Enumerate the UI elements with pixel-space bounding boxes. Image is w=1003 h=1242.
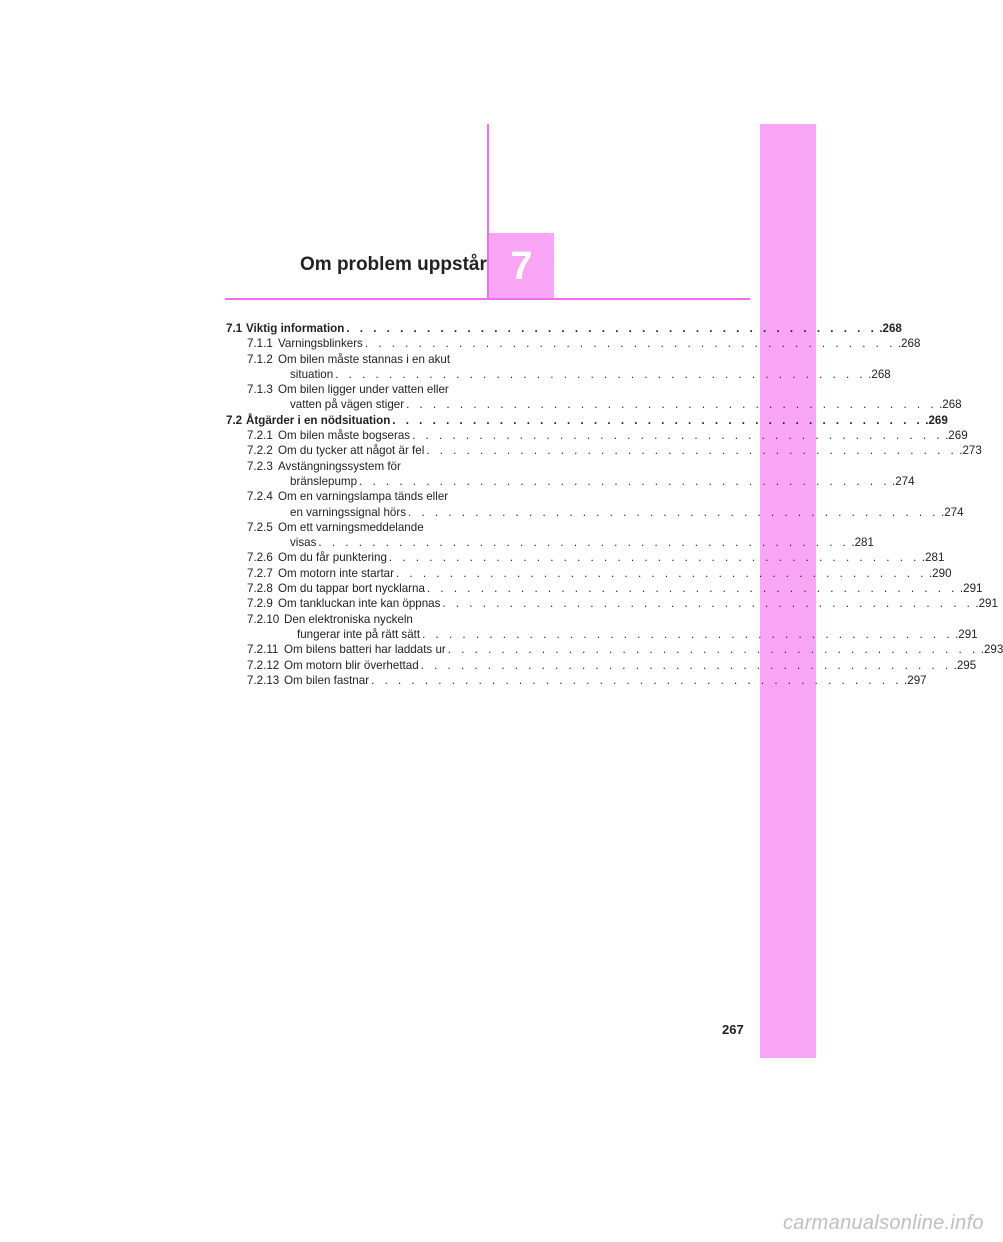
dot-leader: . . . . . . . . . . . . . . . . . . . . . . . . . . . . . . . . . . . . . . . .: [346, 322, 878, 335]
toc-entry-title: Om en varningslampa tänds eller: [278, 490, 449, 504]
toc-line[interactable]: [226, 459, 469, 474]
page-number: 267: [722, 1022, 744, 1037]
toc-entry-page: .273: [959, 444, 982, 458]
toc-entry-number: 7.2.3: [247, 459, 273, 473]
dot-leader: . . . . . . . . . . . . . . . . . . . . . . . . . . . . . . . . . . . . . . . .: [442, 597, 974, 611]
toc-entry-page: .291: [955, 627, 978, 641]
toc-entry-number: 7.1.2: [247, 352, 273, 366]
toc-line[interactable]: [226, 336, 921, 351]
toc-entry-number: 7.2.8: [247, 582, 273, 596]
toc-entry-number: 7.2.13: [247, 673, 280, 687]
toc-line[interactable]: [226, 566, 952, 581]
toc-entry-page: .269: [945, 429, 968, 443]
toc-entry-number: 7.2.5: [247, 520, 273, 534]
toc-entry-title: Om bilen ligger under vatten eller: [278, 383, 449, 397]
toc-entry-page: .281: [921, 551, 945, 565]
toc-line[interactable]: [226, 382, 469, 397]
toc-line[interactable]: [226, 627, 978, 642]
toc-line[interactable]: [226, 474, 915, 489]
toc-line[interactable]: [226, 397, 962, 412]
toc-entry-number: 7.2.1: [247, 429, 273, 443]
dot-leader: . . . . . . . . . . . . . . . . . . . . . . . . . . . . . . . . . . . . . . . .: [426, 582, 958, 596]
toc-entry-number: 7.1: [226, 322, 243, 335]
toc-entry-title: Om du får punktering: [278, 551, 387, 565]
toc-entry-title: situation: [290, 367, 334, 381]
toc-entry-page: .274: [940, 505, 964, 519]
toc-entry-number: 7.2.7: [247, 566, 273, 580]
toc-entry-number: 7.2.12: [247, 658, 280, 672]
toc-entry-title: en varningssignal hörs: [290, 505, 407, 519]
toc-entry-title: Om motorn inte startar: [278, 566, 394, 580]
toc-entry-title: visas: [290, 536, 317, 550]
toc-line[interactable]: [226, 428, 968, 443]
chapter-number: 7: [510, 244, 533, 288]
toc-entry-page: .291: [975, 597, 998, 611]
toc-entry-title: Om bilen måste stannas i en akut: [278, 352, 451, 366]
toc-entry-title: Om tankluckan inte kan öppnas: [278, 597, 441, 611]
dot-leader: . . . . . . . . . . . . . . . . . . . . . . . . . . . . . . . . . . . . . . . .: [447, 643, 979, 657]
toc-entry-number: 7.1.1: [247, 337, 273, 351]
toc-entry-title: bränslepump: [290, 474, 358, 488]
toc-entry-page: .291: [959, 582, 983, 596]
toc-entry-number: 7.2.2: [247, 444, 273, 458]
toc-line[interactable]: [226, 352, 469, 367]
toc-entry-title: Avstängningssystem för: [278, 459, 401, 473]
dot-leader: . . . . . . . . . . . . . . . . . . . . . . . . . . . . . . . . . . . . . . . .: [371, 673, 903, 687]
toc-entry-title: Om bilen fastnar: [284, 673, 370, 687]
toc-entry-title: Om du tycker att något är fel: [278, 444, 425, 458]
toc-entry-page: .268: [868, 367, 891, 381]
toc-entry-title: fungerar inte på rätt sätt: [297, 627, 421, 641]
toc-line[interactable]: [226, 443, 982, 458]
toc-entry-number: 7.2.4: [247, 490, 273, 504]
dot-leader: . . . . . . . . . . . . . . . . . . . . . . . . . . . . . . . . . . . . . . . .: [420, 658, 952, 672]
dot-leader: . . . . . . . . . . . . . . . . . . . . . . . . . . . . . . . . . . . . . . . .: [359, 474, 890, 488]
toc-line[interactable]: [226, 520, 469, 535]
toc-line[interactable]: [226, 642, 1003, 657]
toc-line[interactable]: [226, 321, 902, 336]
dot-leader: . . . . . . . . . . . . . . . . . . . . . . . . . . . . . . . . . . . . . . . .: [426, 444, 958, 458]
toc-line[interactable]: [226, 581, 983, 596]
toc-entry-number: 7.2.11: [247, 643, 279, 657]
toc-entry-page: .274: [892, 474, 915, 488]
toc-line[interactable]: [226, 505, 964, 520]
toc-line[interactable]: [226, 612, 469, 627]
toc-line[interactable]: [226, 489, 469, 504]
dot-leader: . . . . . . . . . . . . . . . . . . . . . . . . . . . . . . . . . . . . . . . .: [408, 505, 939, 519]
toc-entry-number: 7.1.3: [247, 383, 273, 397]
toc-entry-title: Om bilen måste bogseras: [278, 429, 411, 443]
toc-entry-number: 7.2.10: [247, 612, 280, 626]
toc-entry-title: Om ett varningsmeddelande: [278, 520, 424, 534]
toc-entry-page: .268: [897, 337, 921, 351]
toc-entry-title: Om du tappar bort nycklarna: [278, 582, 425, 596]
toc-entry-number: 7.2: [226, 413, 243, 427]
toc-entry-page: .295: [953, 658, 977, 672]
toc-entry-page: .281: [851, 536, 874, 550]
dot-leader: . . . . . . . . . . . . . . . . . . . . . . . . . . . . . . . . . . . . . . . .: [422, 627, 954, 641]
toc-entry-page: .268: [879, 322, 902, 335]
toc-line[interactable]: [226, 413, 948, 428]
header-horizontal-rule: [225, 298, 750, 300]
dot-leader: . . . . . . . . . . . . . . . . . . . . . . . . . . . . . . . . . . . . . . . .: [364, 337, 896, 351]
dot-leader: . . . . . . . . . . . . . . . . . . . . . . . . . . . . . . . . . . . . . . . .: [406, 398, 938, 412]
dot-leader: . . . . . . . . . . . . . . . . . . . . . . . . . . . . . . . . . . . . . . . .: [388, 551, 920, 565]
dot-leader: . . . . . . . . . . . . . . . . . . . . . . . . . . . . . . . . . . . . . . . .: [395, 566, 927, 580]
toc-line[interactable]: [226, 367, 891, 382]
toc-entry-title: Viktig information: [246, 322, 345, 335]
chapter-title: Om problem uppstår: [300, 254, 487, 275]
toc-entry-title: Åtgärder i en nödsituation: [246, 413, 391, 427]
dot-leader: . . . . . . . . . . . . . . . . . . . . . . . . . . . . . . . . . . . . . . . .: [392, 413, 924, 427]
toc-line[interactable]: [226, 596, 998, 611]
toc-entry-title: vatten på vägen stiger: [290, 398, 405, 412]
toc-entry-title: Varningsblinkers: [278, 337, 363, 351]
dot-leader: . . . . . . . . . . . . . . . . . . . . . . . . . . . . . . . . . . . . . . . .: [412, 429, 944, 443]
toc-entry-page: .297: [904, 673, 927, 687]
toc-entry-title: Om motorn blir överhettad: [284, 658, 419, 672]
toc-entry-number: 7.2.9: [247, 597, 273, 611]
toc-entry-number: 7.2.6: [247, 551, 273, 565]
table-of-contents: [226, 321, 1003, 688]
dot-leader: . . . . . . . . . . . . . . . . . . . . . . . . . . . . . . . . . . . . . . . .: [318, 536, 850, 550]
toc-line[interactable]: [226, 673, 927, 688]
toc-line[interactable]: [226, 658, 977, 673]
toc-entry-page: .293: [980, 643, 1003, 657]
chapter-number-box: [489, 233, 554, 300]
toc-entry-title: Den elektroniska nyckeln: [284, 612, 413, 626]
toc-entry-page: .269: [925, 413, 948, 427]
toc-line[interactable]: [226, 535, 874, 550]
toc-entry-title: Om bilens batteri har laddats ur: [284, 643, 446, 657]
footer-watermark-logo: carmanualsonline.info: [783, 1212, 984, 1234]
toc-entry-page: .290: [928, 566, 952, 580]
dot-leader: . . . . . . . . . . . . . . . . . . . . . . . . . . . . . . . . . . . . . . . .: [335, 367, 867, 381]
toc-entry-page: .268: [939, 398, 962, 412]
toc-line[interactable]: [226, 550, 945, 565]
